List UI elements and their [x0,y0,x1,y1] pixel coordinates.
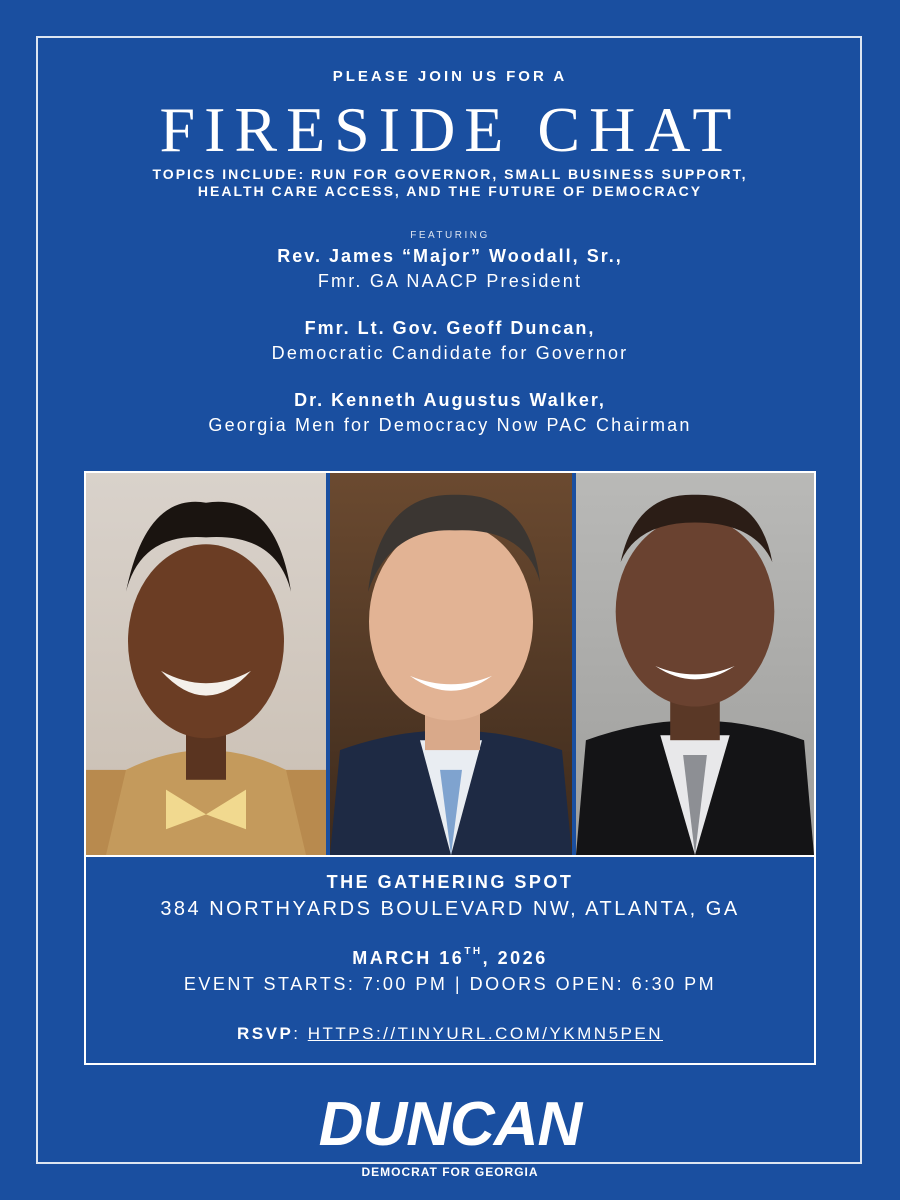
date-suffix-sup: TH [464,946,483,957]
featuring-label: FEATURING [410,230,490,241]
speaker-2-photo [326,473,576,855]
speaker-1-photo [86,473,326,855]
speaker-3-name: Dr. Kenneth Augustus Walker, [294,390,606,410]
speaker-3-photo [576,473,814,855]
rsvp-label: RSVP [236,1024,294,1043]
topics-line-1: TOPICS INCLUDE: RUN FOR GOVERNOR, SMALL BUSINESS SUPPORT, [152,166,748,182]
invite-text: PLEASE JOIN US FOR A [332,68,568,85]
page-title: FIRESIDE CHAT [159,94,741,165]
speaker-photos [84,471,816,857]
topics-text [0,166,900,200]
venue-address: 384 NORTHYARDS BOULEVARD NW, ATLANTA, GA [160,898,740,920]
date-prefix: MARCH 16 [352,948,465,968]
logo-tagline: DEMOCRAT FOR GEORGIA [361,1165,539,1179]
venue-name: THE GATHERING SPOT [326,872,574,892]
topics-line-2: HEALTH CARE ACCESS, AND THE FUTURE OF DEMOCRACY [197,183,703,199]
event-times: EVENT STARTS: 7:00 PM | DOORS OPEN: 6:30 PM [183,974,717,994]
speaker-1-role: Fmr. GA NAACP President [317,271,583,291]
date-year: , 2026 [482,948,548,968]
rsvp-line [0,1024,900,1044]
speaker-2-role: Democratic Candidate for Governor [271,343,629,363]
event-date [0,948,900,969]
rsvp-separator: : [293,1024,308,1043]
speaker-2-name: Fmr. Lt. Gov. Geoff Duncan, [304,318,596,338]
rsvp-link[interactable]: HTTPS://TINYURL.COM/YKMN5PEN [307,1024,663,1043]
speaker-1-name: Rev. James “Major” Woodall, Sr., [277,246,623,266]
speaker-3-role: Georgia Men for Democracy Now PAC Chairman [208,415,692,435]
duncan-logo: DUNCAN [318,1090,582,1159]
